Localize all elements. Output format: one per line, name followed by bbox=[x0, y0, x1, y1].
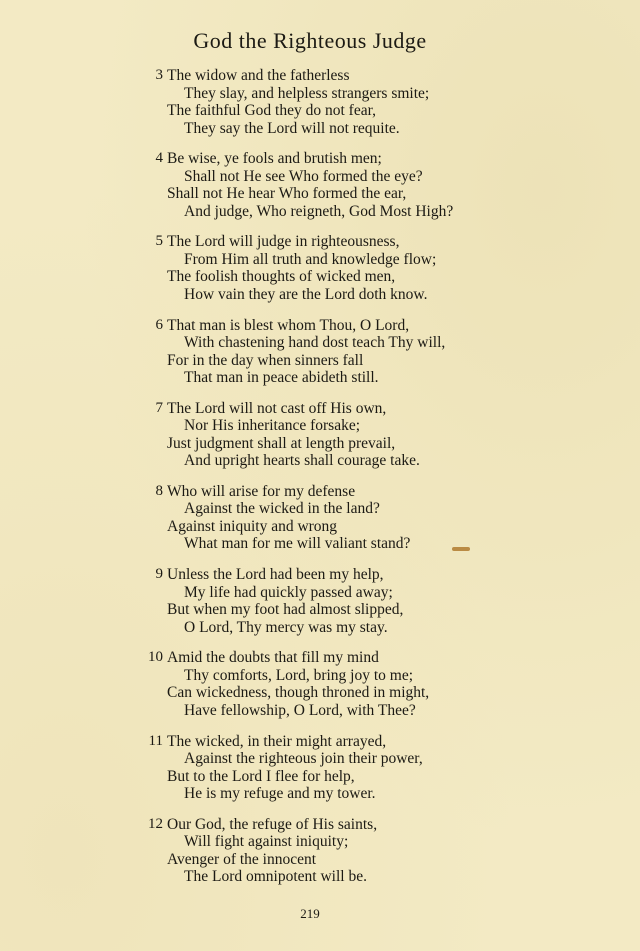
verse-line: Amid the doubts that fill my mind bbox=[167, 649, 379, 667]
page-number: 219 bbox=[300, 906, 320, 921]
stanza bbox=[0, 150, 640, 233]
verse-line: The Lord will judge in righteousness, bbox=[167, 233, 400, 251]
verse-line: Will fight against iniquity; bbox=[184, 833, 349, 851]
stanza-number: 10 bbox=[148, 649, 163, 666]
verse-line: Unless the Lord had been my help, bbox=[167, 566, 384, 584]
stanza bbox=[0, 400, 640, 483]
stanza-number: 8 bbox=[155, 482, 163, 499]
verse-line: But to the Lord I flee for help, bbox=[167, 767, 355, 785]
verse-line: Against iniquity and wrong bbox=[167, 517, 338, 535]
verse-line: And judge, Who reigneth, God Most High? bbox=[184, 202, 454, 220]
verse-line: The widow and the fatherless bbox=[167, 67, 350, 84]
verse-line: O Lord, Thy mercy was my stay. bbox=[184, 618, 388, 636]
verse-line: He is my refuge and my tower. bbox=[184, 785, 376, 802]
stanza bbox=[0, 233, 640, 316]
stanza-number: 9 bbox=[155, 566, 163, 583]
stanza bbox=[0, 67, 640, 150]
stanza-number: 6 bbox=[155, 316, 163, 333]
stanza-number: 11 bbox=[148, 732, 163, 749]
page-title: God the Righteous Judge bbox=[193, 28, 427, 53]
verse-line: What man for me will valiant stand? bbox=[184, 535, 411, 553]
verse-line: They say the Lord will not requite. bbox=[184, 119, 400, 137]
verse-line: Our God, the refuge of His saints, bbox=[167, 815, 378, 833]
verse-line: The foolish thoughts of wicked men, bbox=[167, 268, 396, 286]
stanza bbox=[0, 317, 640, 400]
verse-line: The wicked, in their might arrayed, bbox=[167, 732, 387, 750]
verse-line: Avenger of the innocent bbox=[167, 850, 317, 868]
verse-line: Nor His inheritance forsake; bbox=[184, 417, 361, 435]
verse-line: And upright hearts shall courage take. bbox=[184, 452, 420, 470]
verse-line: With chastening hand dost teach Thy will, bbox=[184, 334, 446, 352]
stanza-list bbox=[0, 67, 640, 899]
verse-line: That man in peace abideth still. bbox=[184, 369, 379, 387]
stanza-number: 7 bbox=[155, 399, 163, 416]
stanza-number: 5 bbox=[155, 233, 163, 250]
stanza-number: 4 bbox=[155, 150, 163, 167]
stanza-number: 3 bbox=[155, 67, 163, 83]
verse-line: Against the wicked in the land? bbox=[184, 500, 380, 518]
stanza bbox=[0, 733, 640, 816]
verse-line: That man is blest whom Thou, O Lord, bbox=[167, 316, 410, 334]
verse-line: Just judgment shall at length prevail, bbox=[167, 434, 396, 452]
stanza bbox=[0, 566, 640, 649]
verse-line: How vain they are the Lord doth know. bbox=[184, 285, 428, 303]
verse-line: For in the day when sinners fall bbox=[167, 351, 364, 369]
stanza-number: 12 bbox=[148, 815, 163, 832]
verse-line: The Lord will not cast off His own, bbox=[167, 399, 387, 417]
verse-line: They slay, and helpless strangers smite; bbox=[184, 84, 430, 102]
verse-line: The Lord omnipotent will be. bbox=[184, 868, 367, 886]
verse-line: But when my foot had almost slipped, bbox=[167, 601, 404, 619]
verse-line: Be wise, ye fools and brutish men; bbox=[167, 150, 382, 168]
verse-line: Can wickedness, though throned in might, bbox=[167, 684, 430, 702]
stanza bbox=[0, 816, 640, 899]
verse-line: Shall not He hear Who formed the ear, bbox=[167, 185, 407, 203]
verse-line: Have fellowship, O Lord, with Thee? bbox=[184, 701, 416, 719]
stanza bbox=[0, 649, 640, 732]
verse-line: My life had quickly passed away; bbox=[184, 583, 393, 601]
stanza bbox=[0, 483, 640, 566]
verse-line: Against the righteous join their power, bbox=[184, 750, 423, 767]
verse-line: Thy comforts, Lord, bring joy to me; bbox=[184, 666, 414, 684]
verse-line: Who will arise for my defense bbox=[167, 482, 356, 500]
verse-line: Shall not He see Who formed the eye? bbox=[184, 167, 423, 185]
verse-line: The faithful God they do not fear, bbox=[167, 102, 376, 119]
verse-line: From Him all truth and knowledge flow; bbox=[184, 250, 437, 268]
